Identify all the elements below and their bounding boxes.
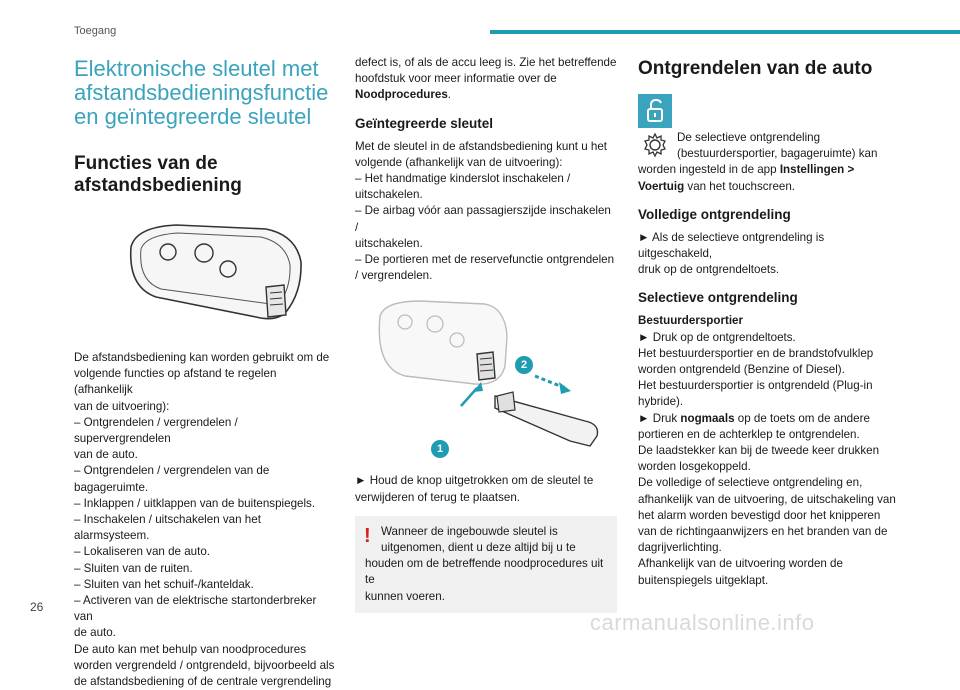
body-line: – De portieren met de reservefunctie ontgrendelen [355,253,615,267]
body-line: uitschakelen. [355,236,423,250]
intro-line [355,87,617,103]
body-line: bagageruimte. [74,480,149,494]
body-line: dagrijverlichting. [638,541,722,555]
warning-line: uitgenomen, dient u deze altijd bij u te [381,541,576,555]
body-line: volgende functies op afstand te regelen (afhankelijk [74,367,277,397]
body-line: De laadstekker kan bij de tweede keer drukken [638,444,880,458]
emergency-link[interactable]: Noodprocedures [355,88,448,102]
vehicle-link[interactable]: Voertuig [638,179,685,193]
intro-line: defect is, of als de accu leeg is. Zie het betreffende [355,56,617,69]
body-line: – Ontgrendelen / vergrendelen van de [74,464,270,478]
watermark: carmanualsonline.info [590,610,815,635]
intro-text: van het touchscreen. [684,179,796,193]
body-line: Afhankelijk van de uitvoering worden de [638,557,843,571]
body-line: afhankelijk van de uitvoering, de uitschakeling van [638,492,896,506]
warning-icon: ! [364,524,371,547]
column-3 [638,58,900,589]
header-title: Toegang [74,25,117,37]
body-line: worden losgekoppeld. [638,460,751,474]
intro-line: (bestuurdersportier, bagageruimte) kan [677,147,878,161]
body-line: – Lokaliseren van de auto. [74,545,211,559]
body-line: De auto kan met behulp van noodprocedures [74,642,307,656]
again-bold: nogmaals [680,411,735,425]
body-line: worden ontgrendeld (Benzine of Diesel). [638,363,845,377]
key-fob-illustration [116,217,306,327]
warning-line: houden om de betreffende noodprocedures uit te [365,557,604,587]
warning-line: Wanneer de ingebouwde sleutel is [381,524,558,538]
warning-line: kunnen voeren. [365,589,445,603]
body-line: – Sluiten van de ruiten. [74,561,193,575]
step-line: verwijderen of terug te plaatsen. [355,490,520,504]
body-line: – Inklappen / uitklappen van de buitenspiegels. [74,496,316,510]
column-1 [74,55,336,690]
body-line: Het bestuurdersportier en de brandstofvulklep [638,346,874,360]
body-line: – De airbag vóór aan passagierszijde inschakelen / [355,204,611,234]
callout-1: 1 [431,440,449,458]
body-line: buitenspiegels uitgeklapt. [638,573,769,587]
body-line: – Ontgrendelen / vergrendelen / supervergrendelen [74,415,238,446]
body-line: Met de sleutel in de afstandsbediening kunt u het [355,139,608,153]
body-line: hybride). [638,395,684,409]
body-line: – Sluiten van het schuif-/kanteldak. [74,577,254,591]
integrated-key-title: Geïntegreerde sleutel [355,115,494,131]
section-title: Ontgrendelen van de auto [638,58,873,79]
intro-line: hoofdstuk voor meer informatie over de [355,72,557,86]
integrated-key-illustration [365,296,615,456]
body-line: De volledige of selectieve ontgrendeling en, [638,476,863,490]
intro-line [638,179,900,195]
body-line: – Activeren van de elektrische startonderbreker van [74,594,317,624]
body-line [638,411,900,427]
body-line: de afstandsbediening of de centrale vergrendeling [74,675,332,689]
body-line: worden vergrendeld / ontgrendeld, bijvoorbeeld als [74,658,335,672]
body-line: volgende (afhankelijk van de uitvoering): [355,155,563,169]
body-line: het alarm worden bevestigd door het knipperen [638,508,881,522]
settings-link[interactable]: Instellingen > [779,163,855,177]
body-line: ► Druk op de ontgrendeltoets. [638,330,796,344]
intro-text: worden ingesteld in de app [638,163,780,177]
intro-line: De selectieve ontgrendeling [677,131,821,144]
callout-2: 2 [515,356,533,374]
unlock-icon [638,94,672,128]
body-line: – Inschakelen / uitschakelen van het alarmsysteem. [74,513,261,543]
body-line: portieren en de achterklep te ontgrendelen. [638,427,860,441]
body-line: druk op de ontgrendeltoets. [638,263,780,277]
body-line: De afstandsbediening kan worden gebruikt om de [74,351,330,364]
body-line: / vergrendelen. [355,269,433,283]
body-line: – Het handmatige kinderslot inschakelen / [355,172,571,186]
intro-end: . [447,88,451,102]
again-post: op de toets om de andere [734,411,870,425]
body-line: uitschakelen. [355,188,423,202]
body-line: van de richtingaanwijzers en het branden van de [638,525,888,539]
body-line: van de auto. [74,448,138,462]
body-line: ► Als de selectieve ontgrendeling is uitgeschakeld, [638,230,825,261]
intro-line [638,162,900,178]
gear-icon [638,130,672,160]
body-line: Het bestuurdersportier is ontgrendeld (Plug-in [638,379,873,393]
body-line: van de uitvoering): [74,399,170,413]
page-number: 26 [30,600,44,614]
driver-door-label: Bestuurdersportier [638,314,744,328]
warning-box [355,516,617,613]
functions-title: Functies van de afstandsbediening [74,153,242,196]
selective-unlock-title: Selectieve ontgrendeling [638,290,798,306]
again-pre: ► Druk [638,411,681,425]
step-line: ► Houd de knop uitgetrokken om de sleutel te [355,474,594,488]
main-title: Elektronische sleutel met afstandsbedieningsfunctie en geïntegreerde sleutel [74,56,329,129]
full-unlock-title: Volledige ontgrendeling [638,206,791,222]
body-line: de auto. [74,626,116,640]
column-2 [355,55,617,613]
header-bar [490,30,960,34]
